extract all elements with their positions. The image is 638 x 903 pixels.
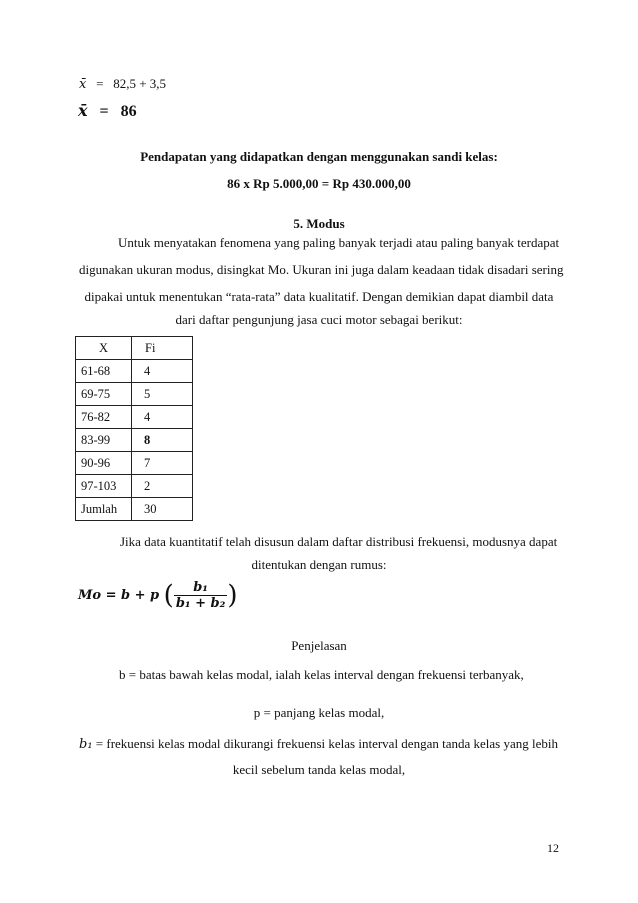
mean-sum-expression: 82,5 + 3,5: [113, 76, 167, 91]
table-row: [76, 475, 193, 498]
section-title: 5. Modus: [293, 216, 345, 231]
formula-lhs: Mo = b + p: [78, 588, 160, 603]
table-row: [76, 452, 193, 475]
table-header-row: [76, 337, 193, 360]
table-total-row: [76, 498, 193, 521]
intro-line-3: dipakai untuk menentukan “rata-rata” data kualitatif. Dengan demikian dapat diambil data: [84, 289, 554, 304]
cell-x: 83-99: [76, 429, 132, 452]
cell-x: 76-82: [76, 406, 132, 429]
equals-sign-bold: =: [99, 103, 109, 120]
mean-symbol: x̄: [79, 77, 87, 92]
income-calculation: 86 x Rp 5.000,00 = Rp 430.000,00: [227, 176, 411, 191]
mean-result-line: [78, 101, 137, 121]
formula-intro-line-2: ditentukan dengan rumus:: [251, 557, 387, 572]
table-row: [76, 383, 193, 406]
equals-sign: =: [96, 76, 104, 91]
frequency-table: [75, 336, 193, 521]
b1-definition-text: = frekuensi kelas modal dikurangi frekuensi kelas interval dengan tanda kelas yang lebih: [95, 736, 558, 751]
formula-fraction: [174, 580, 228, 611]
table-row-modal: [76, 429, 193, 452]
intro-line-1: Untuk menyatakan fenomena yang paling banyak terjadi atau paling banyak terdapat: [118, 235, 560, 250]
cell-total-value: 30: [132, 498, 193, 521]
fraction-denominator: b₁ + b₂: [175, 596, 226, 611]
cell-total-label: Jumlah: [76, 498, 132, 521]
mean-symbol-bold: x̄: [78, 101, 88, 120]
mode-formula: [78, 580, 238, 611]
page-number: 12: [547, 841, 559, 855]
mean-equation-line: [79, 76, 166, 92]
cell-x: 69-75: [76, 383, 132, 406]
intro-line-4: dari daftar pengunjung jasa cuci motor sebagai berikut:: [175, 312, 463, 327]
income-heading: Pendapatan yang didapatkan dengan menggunakan sandi kelas:: [140, 149, 498, 164]
b1-symbol: b₁: [79, 737, 93, 752]
cell-fi: 2: [132, 475, 193, 498]
b1-definition-line-1: [79, 736, 558, 752]
cell-fi: 5: [132, 383, 193, 406]
header-x: X: [76, 337, 132, 360]
cell-fi: 4: [132, 406, 193, 429]
cell-x: 61-68: [76, 360, 132, 383]
formula-intro-line-1: Jika data kuantitatif telah disusun dalam daftar distribusi frekuensi, modusnya dapat: [120, 534, 558, 549]
right-paren: ): [227, 580, 238, 611]
b1-definition-line-2: kecil sebelum tanda kelas modal,: [232, 762, 406, 777]
cell-x: 97-103: [76, 475, 132, 498]
table-row: [76, 360, 193, 383]
explanation-title: Penjelasan: [291, 638, 347, 653]
cell-fi: 7: [132, 452, 193, 475]
table-row: [76, 406, 193, 429]
fraction-numerator: b₁: [174, 580, 228, 596]
p-definition: p = panjang kelas modal,: [253, 705, 385, 720]
cell-fi-modal: 8: [132, 429, 193, 452]
mean-result-value: 86: [120, 103, 137, 120]
intro-line-2: digunakan ukuran modus, disingkat Mo. Ukuran ini juga dalam keadaan tidak disadari sering: [79, 262, 564, 277]
left-paren: (: [163, 580, 174, 611]
cell-x: 90-96: [76, 452, 132, 475]
cell-fi: 4: [132, 360, 193, 383]
b-definition: b = batas bawah kelas modal, ialah kelas interval dengan frekuensi terbanyak,: [119, 667, 524, 682]
header-fi: Fi: [132, 337, 193, 360]
